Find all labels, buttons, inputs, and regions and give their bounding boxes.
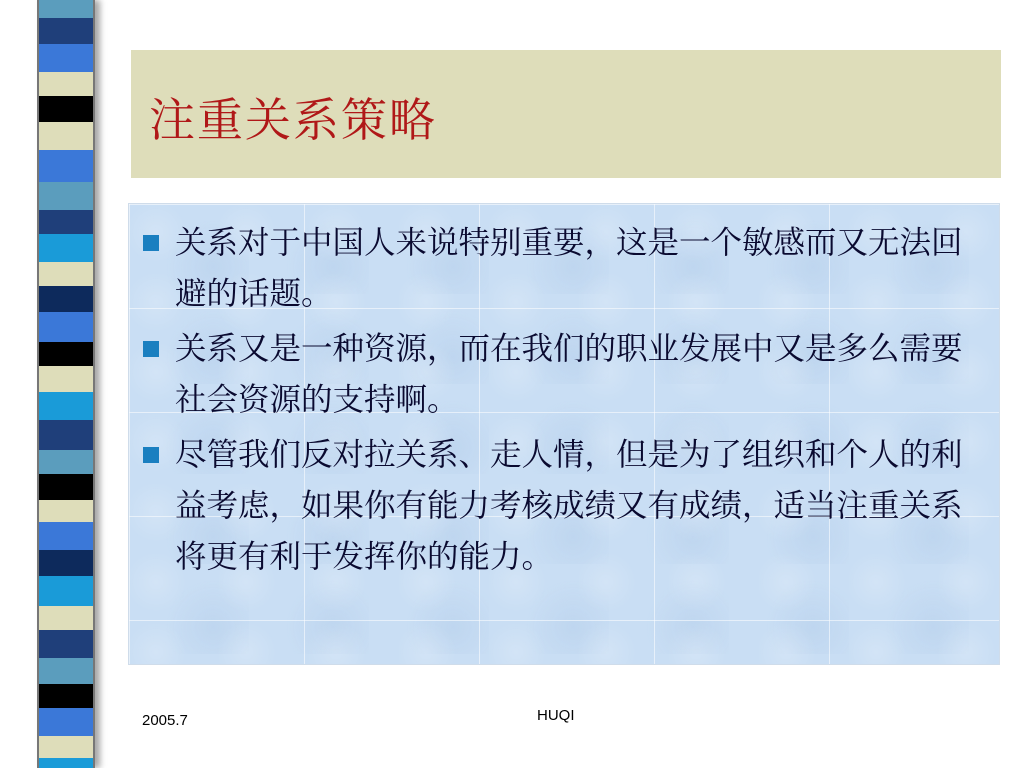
stripe-segment <box>39 312 93 342</box>
stripe-segment <box>39 182 93 210</box>
bullet-item <box>143 218 978 320</box>
square-bullet-icon <box>143 235 159 251</box>
square-bullet-icon <box>143 341 159 357</box>
footer-date: 2005.7 <box>142 712 188 729</box>
slide-title: 注重关系策略 <box>149 93 437 147</box>
stripe-segment <box>39 522 93 550</box>
stripe-segment <box>39 450 93 474</box>
stripe-segment <box>39 366 93 392</box>
stripe-segment <box>39 342 93 366</box>
bullet-text: 关系又是一种资源，而在我们的职业发展中又是多么需要社会资源的支持啊。 <box>175 331 963 418</box>
stripe-segment <box>39 708 93 736</box>
stripe-segment <box>39 392 93 420</box>
stripe-segment <box>39 658 93 684</box>
stripe-segment <box>39 550 93 576</box>
stripe-segment <box>39 736 93 758</box>
stripe-segment <box>39 96 93 122</box>
bullet-text: 关系对于中国人来说特别重要，这是一个敏感而又无法回避的话题。 <box>175 225 963 312</box>
stripe-segment <box>39 474 93 500</box>
footer-author: HUQI <box>537 707 575 724</box>
stripe-segment <box>39 606 93 630</box>
stripe-segment <box>39 18 93 44</box>
stripe-segment <box>39 758 93 768</box>
stripe-segment <box>39 44 93 72</box>
title-banner <box>131 50 1001 178</box>
stripe-segment <box>39 262 93 286</box>
decorative-stripe-bar <box>37 0 95 768</box>
stripe-segment <box>39 150 93 182</box>
stripe-segment <box>39 420 93 450</box>
stripe-segment <box>39 122 93 150</box>
stripe-segment <box>39 234 93 262</box>
stripe-segment <box>39 210 93 234</box>
bullet-text: 尽管我们反对拉关系、走人情，但是为了组织和个人的利益考虑，如果你有能力考核成绩又有成绩，适当注重关系将更有利于发挥你的能力。 <box>175 437 963 575</box>
content-panel <box>128 203 1000 665</box>
bullet-item <box>143 430 978 583</box>
bullet-item <box>143 324 978 426</box>
stripe-segment <box>39 684 93 708</box>
stripe-segment <box>39 500 93 522</box>
stripe-segment <box>39 0 93 18</box>
stripe-segment <box>39 72 93 96</box>
square-bullet-icon <box>143 447 159 463</box>
stripe-segment <box>39 286 93 312</box>
stripe-segment <box>39 630 93 658</box>
stripe-segment <box>39 576 93 606</box>
